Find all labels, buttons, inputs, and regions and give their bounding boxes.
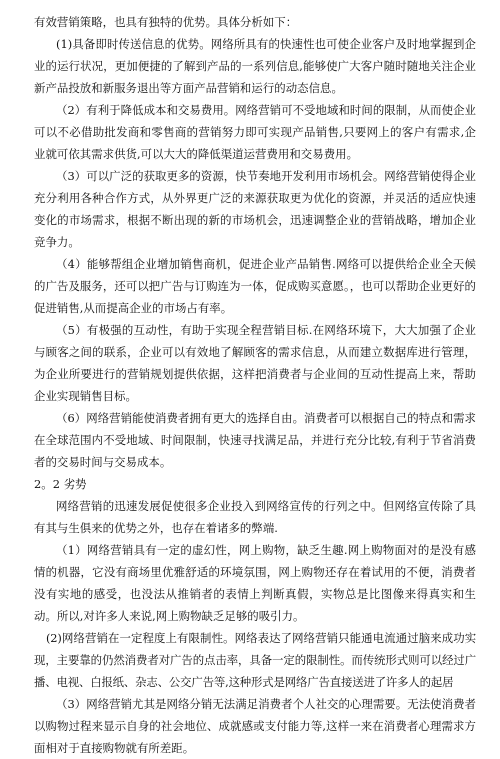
- document-body: [34, 11, 476, 759]
- paragraph-disadvantage-1: （1）网络营销具有一定的虚幻性，网上购物，缺乏生趣.网上购物面对的是没有感情的机器，它没有商场里优雅舒适的环境氛围，网上购物还存在着试用的不便，消费者没有实地的感受，也没法从推销者的表情上判断真假，实物总是比图像来得真实和生动。所以,对许多人来说,网上购物缺乏足够的吸引力。: [34, 543, 476, 623]
- paragraph-disadvantage-intro: 网络营销的迅速发展促使很多企业投入到网络宣传的行列之中。但网络宣传除了具有其与生俱来的优势之外，也存在着诸多的弊端.: [34, 499, 476, 535]
- section-heading-disadvantages: 2。2 劣势: [34, 477, 87, 491]
- paragraph-disadvantage-3: （3）网络营销尤其是网络分销无法满足消费者个人社交的心理需要。无法使消费者以购物过程来显示自身的社会地位、成就感或支付能力等,这样一来在消费者心理需求方面相对于直接购物就有所差距。: [34, 697, 476, 755]
- paragraph-disadvantage-2: (2)网络营销在一定程度上有限制性。网络表达了网络营销只能通电流通过脑来成功实现，主要靠的仍然消费者对广告的点击率，具备一定的限制性。而传统形式则可以经过广播、电视、白报纸、杂志、公交广告等,这种形式是网络广告直接送进了许多人的起居: [34, 631, 476, 689]
- paragraph-advantage-4: （4）能够帮组企业增加销售商机，促进企业产品销售.网络可以提供给企业全天候的广告及服务，还可以把广告与订购连为一体，促成购买意愿。，也可以帮助企业更好的促进销售,从而提高企业的市场占有率。: [34, 257, 476, 315]
- paragraph-advantage-2: （2）有利于降低成本和交易费用。网络营销可不受地域和时间的限制，从而使企业可以不必借助批发商和零售商的营销努力即可实现产品销售,只要网上的客户有需求,企业就可依其需求供货,可以大大的降低渠道运营费用和交易费用。: [34, 103, 476, 161]
- paragraph-advantage-1: (1)具备即时传送信息的优势。网络所具有的快速性也可使企业客户及时地掌握到企业的运行状况，更加便捷的了解到产品的一系列信息,能够使广大客户随时随地关注企业新产品投放和新服务退出等方面产品营销和运行的动态信息。: [34, 37, 476, 95]
- paragraph-intro-continuation: 有效营销策略，也具有独特的优势。具体分析如下：: [34, 15, 298, 29]
- paragraph-advantage-6: （6）网络营销能使消费者拥有更大的选择自由。消费者可以根据自己的特点和需求在全球范围内不受地域、时间限制，快速寻找满足品，并进行充分比较,有利于节省消费者的交易时间与交易成本。: [34, 411, 476, 469]
- paragraph-advantage-3: （3）可以广泛的获取更多的资源，快节奏地开发利用市场机会。网络营销使得企业充分利用各种合作方式，从外界更广泛的来源获取更为优化的资源，并灵活的适应快速变化的市场需求，根据不断出现的新的市场机会，迅速调整企业的营销战略，增加企业竞争力。: [34, 169, 476, 249]
- paragraph-advantage-5: （5）有极强的互动性，有助于实现全程营销目标.在网络环境下，大大加强了企业与顾客之间的联系，企业可以有效地了解顾客的需求信息，从而建立数据库进行管理，为企业所要进行的营销规划提供依据，这样把消费者与企业间的互动性提高上来，帮助企业实现销售目标。: [34, 323, 476, 403]
